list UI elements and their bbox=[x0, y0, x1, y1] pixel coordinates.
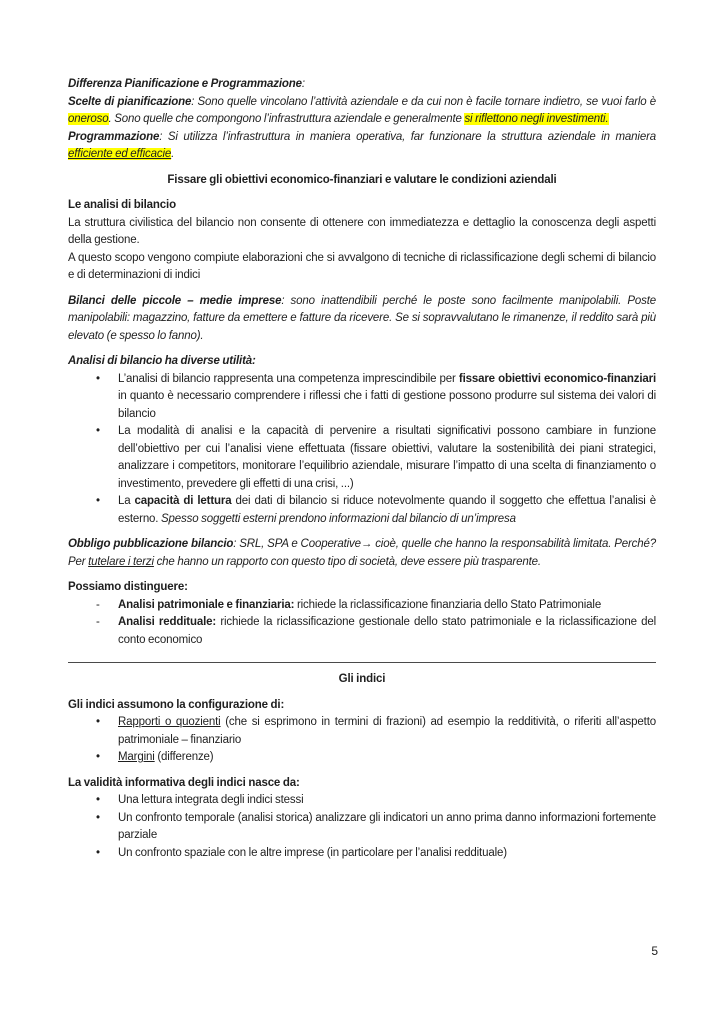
list-item bbox=[68, 845, 656, 863]
text-run: Obbligo pubblicazione bilancio bbox=[68, 538, 234, 550]
text-run: Fissare gli obiettivi economico-finanziari e valutare le condizioni aziendali bbox=[167, 173, 557, 186]
text-run: Un confronto temporale (analisi storica) analizzare gli indicatori un anno prima danno informazioni fortemente parziale bbox=[118, 811, 656, 841]
text-run: La modalità di analisi e la capacità di pervenire a risultati significativi possono cambiare in funzione dell’obiettivo per cui l’analisi viene effettuata (fissare obiettivi, valutare la sostenibilità dei piani strategici, analizzare i competitors, monitorare l’equilibrio aziendale, misurare l’impatto di una scelta di finanziamento o investimento, prevedere gli effetti di una crisi, ...) bbox=[118, 425, 656, 490]
list-item bbox=[68, 493, 656, 528]
paragraph bbox=[68, 697, 656, 715]
bullet-marker: • bbox=[96, 794, 100, 806]
paragraph bbox=[68, 353, 656, 371]
list-item-text bbox=[118, 493, 656, 528]
text-run: richiede la riclassificazione finanziaria dello Stato Patrimoniale bbox=[294, 598, 602, 611]
list-item-text bbox=[118, 749, 656, 767]
bullet-marker: • bbox=[96, 751, 100, 763]
list-item bbox=[68, 810, 656, 845]
section-heading bbox=[68, 671, 656, 689]
list-item bbox=[68, 792, 656, 810]
paragraph bbox=[68, 76, 656, 94]
text-run: fissare obiettivi economico-finanziari bbox=[458, 372, 656, 385]
list-item bbox=[68, 423, 656, 493]
bullet-marker: • bbox=[96, 716, 100, 728]
bullet-marker: • bbox=[96, 372, 100, 385]
list-item bbox=[68, 597, 656, 615]
paragraph bbox=[68, 536, 656, 571]
text-run: Margini bbox=[118, 751, 155, 763]
text-run: . Sono quelle che compongono l’infrastruttura aziendale e generalmente bbox=[108, 113, 465, 125]
text-run: efficiente ed efficacie bbox=[68, 148, 172, 160]
text-run: La validità informativa degli indici nasce da: bbox=[68, 776, 300, 789]
text-run: Rapporti o quozienti bbox=[118, 716, 221, 728]
dash-list bbox=[68, 597, 656, 650]
list-item-text bbox=[118, 792, 656, 810]
text-run: in quanto è necessario comprendere i riflessi che i fatti di gestione possono produrre sul sistema dei valori di bilancio bbox=[118, 390, 656, 420]
bullet-marker: • bbox=[96, 495, 100, 507]
text-run: Analisi reddituale: bbox=[118, 616, 217, 628]
text-run: Una lettura integrata degli indici stessi bbox=[118, 794, 304, 806]
text-run: che hanno un rapporto con questo tipo di società, deve essere più trasparente. bbox=[153, 555, 541, 568]
paragraph bbox=[68, 579, 656, 597]
text-run: Scelte di pianificazione bbox=[68, 95, 192, 108]
document-content bbox=[68, 76, 656, 862]
text-run: : sono inattendibili perché le poste sono facilmente manipolabili. Poste manipolabili: magazzino, fatture da emettere e fatture da ricevere. Se si sopravvalutano le rimanenze, il reddito sarà più elevato (e spesso lo fanno). bbox=[68, 294, 656, 342]
text-run: Analisi di bilancio ha diverse utilità: bbox=[68, 355, 256, 367]
bullet-list bbox=[68, 792, 656, 862]
text-run: Spesso soggetti esterni prendono informazioni dal bilancio di un’impresa bbox=[161, 512, 516, 525]
text-run: capacità di lettura bbox=[134, 495, 232, 507]
list-item-text bbox=[118, 810, 656, 845]
text-run: L’analisi di bilancio rappresenta una competenza imprescindibile per bbox=[118, 372, 459, 385]
text-run: Differenza Pianificazione e Programmazione bbox=[68, 78, 302, 90]
text-run: Bilanci delle piccole – medie imprese bbox=[68, 294, 282, 307]
text-run: tutelare i terzi bbox=[88, 555, 154, 568]
text-run: si riflettono negli investimenti. bbox=[464, 113, 609, 125]
text-run: (che si esprimono in termini di frazioni) ad esempio la redditività, o riferiti all’aspetto patrimoniale – finanziario bbox=[118, 716, 656, 746]
paragraph bbox=[68, 129, 656, 164]
dash-marker: - bbox=[96, 598, 100, 611]
text-run: : SRL, SPA e Cooperative→ cioè, quelle che hanno la responsabilità limitata. Perché? Per bbox=[68, 538, 656, 568]
text-run: : bbox=[301, 78, 305, 90]
list-item bbox=[68, 749, 656, 767]
text-run: : Si utilizza l’infrastruttura in maniera operativa, far funzionare la struttura aziendale in maniera bbox=[159, 130, 656, 143]
text-run: La struttura civilistica del bilancio non consente di ottenere con immediatezza e dettaglio la conoscenza degli aspetti della gestione. bbox=[68, 216, 656, 246]
text-run: La bbox=[118, 495, 135, 507]
paragraph bbox=[68, 293, 656, 346]
list-item bbox=[68, 714, 656, 749]
text-run: : Sono quelle vincolano l’attività aziendale e da cui non è facile tornare indietro, se vuoi farlo è bbox=[191, 95, 656, 108]
bullet-marker: • bbox=[96, 811, 100, 824]
text-run: Un confronto spaziale con le altre imprese (in particolare per l’analisi reddituale) bbox=[118, 846, 507, 859]
text-run: (differenze) bbox=[154, 751, 214, 763]
paragraph bbox=[68, 775, 656, 793]
text-run: Programmazione bbox=[68, 130, 160, 143]
text-run: richiede la riclassificazione gestionale dello stato patrimoniale e la riclassificazione del conto economico bbox=[118, 616, 656, 646]
text-run: oneroso bbox=[68, 113, 109, 125]
dash-marker: - bbox=[96, 616, 100, 628]
text-run: . bbox=[171, 148, 175, 160]
text-run: dei dati di bilancio si riduce notevolmente quando il soggetto che effettua l’analisi è esterno. bbox=[118, 495, 656, 525]
divider-line bbox=[68, 662, 656, 663]
text-run: Le analisi di bilancio bbox=[68, 199, 176, 211]
bullet-list bbox=[68, 714, 656, 767]
list-item-text bbox=[118, 597, 656, 615]
section-heading bbox=[68, 172, 656, 190]
paragraph bbox=[68, 197, 656, 215]
bullet-list bbox=[68, 371, 656, 529]
text-run: Analisi patrimoniale e finanziaria: bbox=[118, 598, 295, 611]
list-item bbox=[68, 371, 656, 424]
list-item-text bbox=[118, 371, 656, 424]
page-number: 5 bbox=[651, 944, 658, 958]
text-run: Gli indici assumono la configurazione di: bbox=[68, 698, 285, 711]
paragraph bbox=[68, 215, 656, 250]
paragraph bbox=[68, 94, 656, 129]
list-item-text bbox=[118, 845, 656, 863]
text-run: Possiamo distinguere: bbox=[68, 581, 188, 593]
list-item-text bbox=[118, 614, 656, 649]
list-item bbox=[68, 614, 656, 649]
text-run: A questo scopo vengono compiute elaborazioni che si avvalgono di tecniche di riclassificazione degli schemi di bilancio e di determinazioni di indici bbox=[68, 251, 656, 281]
bullet-marker: • bbox=[96, 425, 100, 437]
text-run: Gli indici bbox=[338, 673, 386, 685]
bullet-marker: • bbox=[96, 846, 100, 859]
paragraph bbox=[68, 250, 656, 285]
list-item-text bbox=[118, 423, 656, 493]
list-item-text bbox=[118, 714, 656, 749]
